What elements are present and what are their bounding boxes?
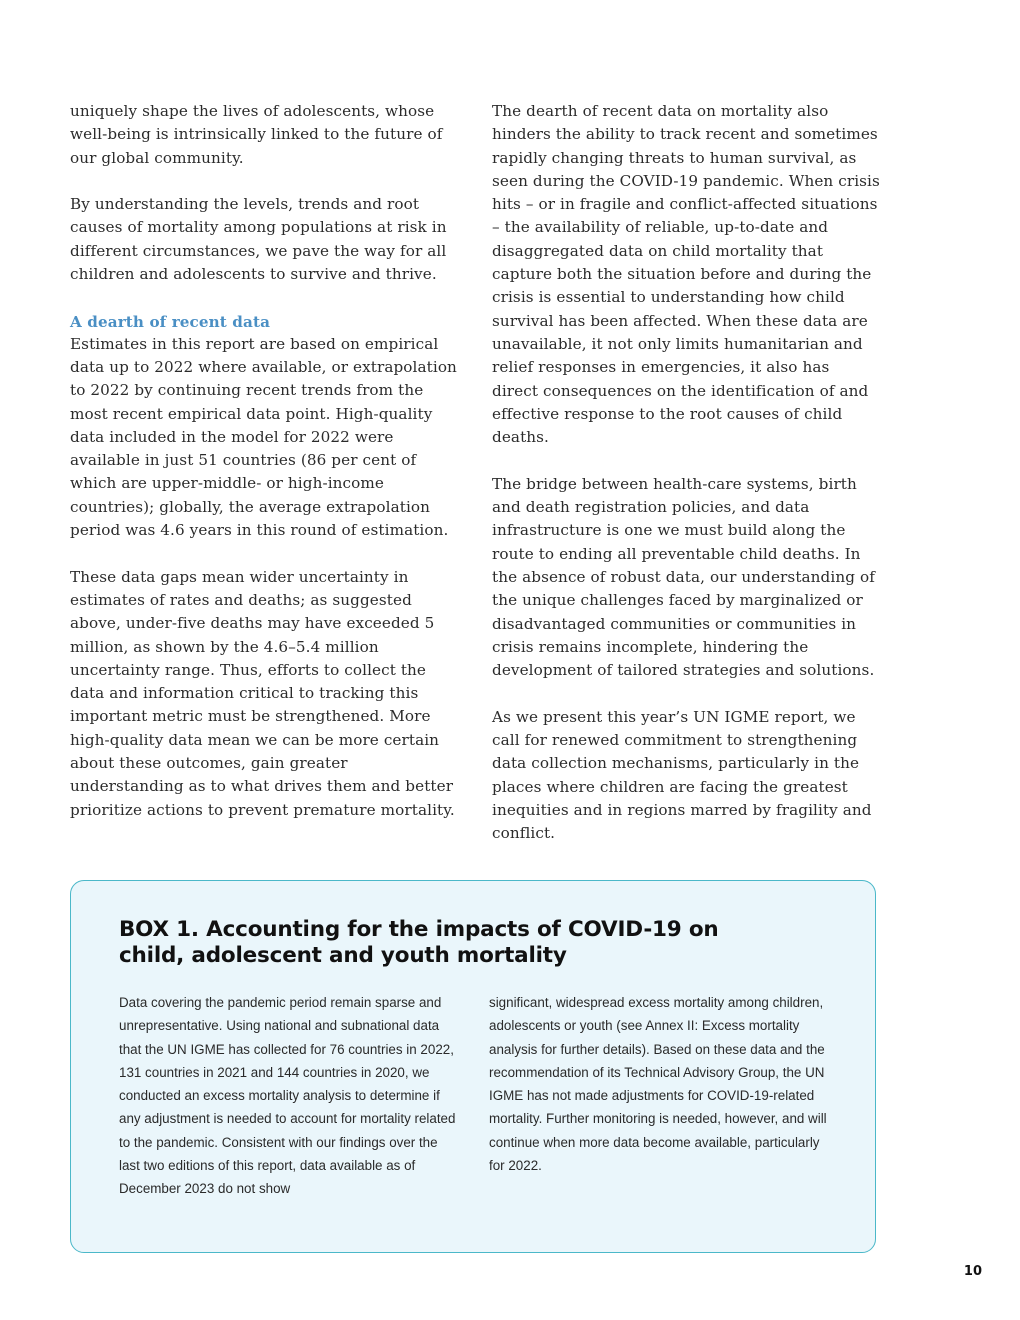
body-paragraph: As we present this year’s UN IGME report, we call for renewed commitment to strengthening data collection mechanisms, particularly in the places where children are facing the greatest inequities and in regions marred by fragility and conflict. <box>492 707 872 843</box>
body-paragraph: The bridge between health-care systems, birth and death registration policies, and data infrastructure is one we must build along the route to ending all preventable child deaths. In the absence of robust data, our understanding of the unique challenges faced by marginalized or disadvantaged communities or communities in crisis remains incomplete, hindering the development of tailored strategies and solutions. <box>492 474 875 680</box>
body-paragraph: These data gaps mean wider uncertainty in estimates of rates and deaths; as suggested above, under-five deaths may have exceeded 5 million, as shown by the 4.6–5.4 million uncertainty range. Thus, efforts to collect the data and information critical to tracking this important metric must be strengthened. More high-quality data mean we can be more certain about these outcomes, gain greater understanding as to what drives them and better prioritize actions to prevent premature mortality. <box>70 567 455 819</box>
body-paragraph: uniquely shape the lives of adolescents, whose well-being is intrinsically linked to the future of our global community. <box>70 102 443 167</box>
body-paragraph: Estimates in this report are based on empirical data up to 2022 where available, or extrapolation to 2022 by continuing recent trends from the most recent empirical data point. High-quality data included in the model for 2022 were available in just 51 countries (86 per cent of which are upper-middle- or high-income countries); globally, the average extrapolation period was 4.6 years in this round of estimation. <box>70 334 457 540</box>
right-column <box>492 100 880 869</box>
left-column <box>70 100 462 845</box>
page-number: 10 <box>963 1264 982 1279</box>
body-paragraph: The dearth of recent data on mortality also hinders the ability to track recent and sometimes rapidly changing threats to human survival, as seen during the COVID-19 pandemic. When crisis hits – or in fragile and conflict-affected situations – the availability of reliable, up-to-date and disaggregated data on child mortality that capture both the situation before and during the crisis is essential to understanding how child survival has been affected. When these data are unavailable, it not only limits humanitarian and relief responses in emergencies, it also has direct consequences on the identification of and effective response to the root causes of child deaths. <box>492 102 880 447</box>
box-text-right: significant, widespread excess mortality among children, adolescents or youth (see Annex II: Excess mortality analysis for further details). Based on these data and the recommendation of its Technical Advisory Group, the UN IGME has not made adjustments for COVID-19-related mortality. Further monitoring is needed, however, and will continue when more data become available, particularly for 2022. <box>489 995 827 1174</box>
section-subheading: A dearth of recent data <box>70 312 271 331</box>
box-1-panel <box>70 880 876 1253</box>
body-paragraph: By understanding the levels, trends and root causes of mortality among populations at risk in different circumstances, we pave the way for all children and adolescents to survive and thrive. <box>70 195 447 284</box>
box-text-left: Data covering the pandemic period remain sparse and unrepresentative. Using national and subnational data that the UN IGME has collected for 76 countries in 2022, 131 countries in 2021 and 144 countries in 2020, we conducted an excess mortality analysis to determine if any adjustment is needed to account for mortality related to the pandemic. Consistent with our findings over the last two editions of this report, data available as of December 2023 do not show <box>119 995 456 1197</box>
box-title: BOX 1. Accounting for the impacts of COVID-19 on child, adolescent and youth mortality <box>119 917 719 968</box>
